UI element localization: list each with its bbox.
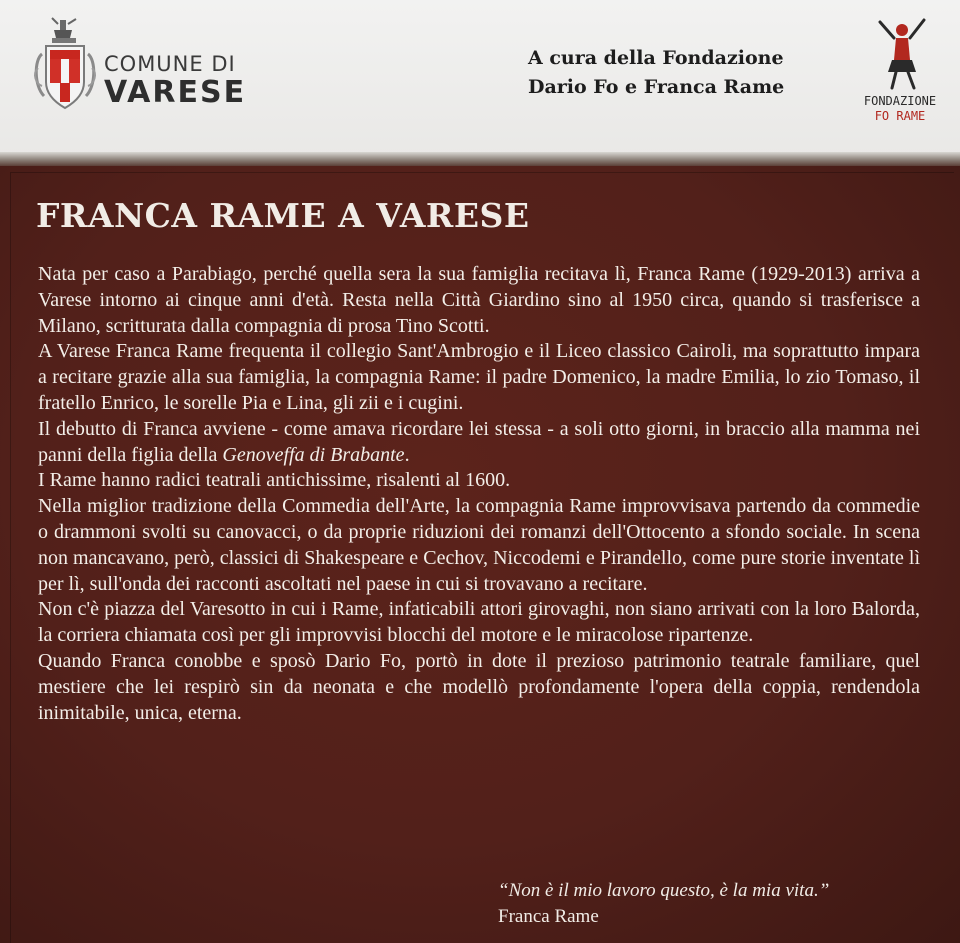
quote-text: “Non è il mio lavoro questo, è la mia vita.” [498, 880, 830, 901]
fondazione-wordmark [852, 94, 948, 124]
curator-line1: A cura della Fondazione [528, 47, 784, 69]
paragraph-2: A Varese Franca Rame frequenta il collegio Sant'Ambrogio e il Liceo classico Cairoli, ma soprattutto impara a recitare grazie alla sua famiglia, la compagnia Rame: il padre Domenico, la madre Emilia, lo zio Tomaso, il fratello Enrico, le sorelle Pia e Lina, gli zii e i cugini. [38, 340, 920, 414]
comune-line1: COMUNE DI [104, 52, 236, 76]
play-title: Genoveffa di Brabante [222, 443, 405, 466]
paragraph-3-end: . [404, 443, 410, 466]
paragraph-3 [38, 417, 920, 469]
panel-body [38, 262, 920, 726]
paragraph-5: Nella miglior tradizione della Commedia dell'Arte, la compagnia Rame improvvisava partendo da commedie o drammoni svolti su canovacci, o da proprie riduzioni dei romanzi dell'Ottocento a sfondo sociale. In scena non mancavano, però, classici di Shakespeare e Cechov, Niccodemi e Pirandello, come pure storie inventate lì per lì, sull'onda dei racconti ascoltati nel paese in cui si trovavano a recitare. [38, 495, 920, 595]
fondazione-line2: FO RAME [874, 109, 926, 123]
panel-title: FRANCA RAME A VARESE [36, 196, 530, 235]
paragraph-3-text: Il debutto di Franca avviene - come amava ricordare lei stessa - a soli otto giorni, in braccio alla mamma nei panni della figlia della [38, 417, 920, 466]
dancing-figure-icon [872, 16, 932, 90]
quote-author: Franca Rame [498, 906, 599, 927]
fondazione-line1: FONDAZIONE [863, 94, 937, 108]
paragraph-7: Quando Franca conobbe e sposò Dario Fo, portò in dote il prezioso patrimonio teatrale familiare, quel mestiere che lei respirò sin da neonata e che modellò profondamente l'opera della coppia, rendendola inimitabile, unica, eterna. [38, 649, 920, 724]
paragraph-4: I Rame hanno radici teatrali antichissime, risalenti al 1600. [38, 469, 511, 492]
paragraph-6: Non c'è piazza del Varesotto in cui i Rame, infaticabili attori girovaghi, non siano arrivati con la loro Balorda, la corriera chiamata così per gli improvvisi blocchi del motore e le miracolose ripartenze. [38, 598, 920, 647]
curator-credit [528, 44, 784, 102]
curator-line2: Dario Fo e Franca Rame [528, 76, 785, 98]
sign-header [0, 0, 960, 160]
paragraph-1: Nata per caso a Parabiago, perché quella sera la sua famiglia recitava lì, Franca Rame (1929-2013) arriva a Varese intorno ai cinque anni d'età. Resta nella Città Giardino sino al 1950 circa, quando si trasferisce a Milano, scritturata dalla compagnia di prosa Tino Scotti. [38, 263, 920, 337]
comune-wordmark [104, 52, 246, 110]
comune-line2: VARESE [104, 75, 247, 110]
closing-quote [498, 878, 829, 930]
varese-crest-icon [32, 16, 98, 112]
